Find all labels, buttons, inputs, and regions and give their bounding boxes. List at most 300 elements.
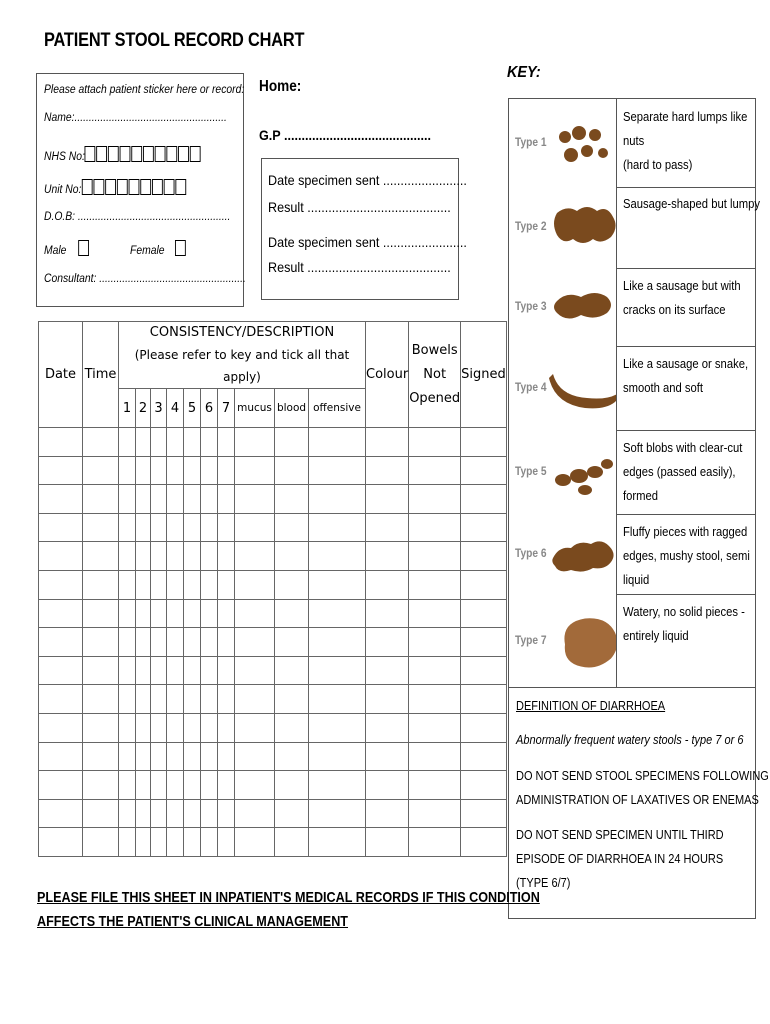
record-cell[interactable] bbox=[39, 685, 83, 714]
record-cell[interactable] bbox=[218, 456, 235, 485]
female-checkbox[interactable] bbox=[175, 240, 186, 256]
record-cell[interactable] bbox=[461, 570, 507, 599]
record-cell[interactable] bbox=[151, 628, 167, 657]
record-row bbox=[39, 828, 507, 857]
not-label: Not bbox=[423, 366, 447, 382]
warning-third-episode-2: EPISODE OF DIARRHOEA IN 24 HOURS bbox=[516, 852, 724, 866]
record-cell[interactable] bbox=[275, 628, 309, 657]
record-cell[interactable] bbox=[309, 599, 366, 628]
warning-third-episode-1: DO NOT SEND SPECIMEN UNTIL THIRD bbox=[516, 828, 724, 842]
stool-type-description bbox=[623, 600, 749, 648]
bowels-not-opened-header bbox=[409, 322, 461, 428]
record-cell[interactable] bbox=[461, 742, 507, 771]
record-cell[interactable] bbox=[366, 570, 409, 599]
filing-instruction bbox=[37, 886, 540, 934]
record-cell[interactable] bbox=[136, 542, 151, 571]
record-cell[interactable] bbox=[309, 828, 366, 857]
record-cell[interactable] bbox=[461, 656, 507, 685]
record-cell[interactable] bbox=[218, 570, 235, 599]
record-cell[interactable] bbox=[409, 713, 461, 742]
record-cell[interactable] bbox=[461, 713, 507, 742]
description-line: Like a sausage but with bbox=[623, 279, 741, 293]
record-cell[interactable] bbox=[83, 456, 119, 485]
male-option[interactable] bbox=[44, 240, 90, 257]
record-cell[interactable] bbox=[184, 799, 201, 828]
type-6-header: 6 bbox=[201, 389, 218, 428]
record-cell[interactable] bbox=[235, 656, 275, 685]
female-option[interactable] bbox=[130, 240, 186, 257]
record-cell[interactable] bbox=[136, 599, 151, 628]
record-cell[interactable] bbox=[218, 685, 235, 714]
record-cell[interactable] bbox=[151, 685, 167, 714]
specimen-result-1[interactable]: Result ......................................... bbox=[268, 199, 451, 215]
record-cell[interactable] bbox=[275, 456, 309, 485]
record-cell[interactable] bbox=[39, 456, 83, 485]
record-cell[interactable] bbox=[136, 628, 151, 657]
record-cell[interactable] bbox=[201, 828, 218, 857]
record-cell[interactable] bbox=[39, 485, 83, 514]
stool-type-description bbox=[623, 274, 749, 322]
record-cell[interactable] bbox=[119, 771, 136, 800]
record-cell[interactable] bbox=[136, 771, 151, 800]
record-cell[interactable] bbox=[235, 599, 275, 628]
record-cell[interactable] bbox=[39, 713, 83, 742]
record-cell[interactable] bbox=[151, 713, 167, 742]
record-cell[interactable] bbox=[83, 485, 119, 514]
record-cell[interactable] bbox=[184, 713, 201, 742]
record-cell[interactable] bbox=[83, 570, 119, 599]
record-cell[interactable] bbox=[151, 485, 167, 514]
record-cell[interactable] bbox=[309, 570, 366, 599]
record-cell[interactable] bbox=[119, 570, 136, 599]
record-row bbox=[39, 542, 507, 571]
record-cell[interactable] bbox=[39, 628, 83, 657]
record-cell[interactable] bbox=[309, 513, 366, 542]
record-cell[interactable] bbox=[184, 513, 201, 542]
record-table bbox=[38, 321, 507, 857]
record-cell[interactable] bbox=[201, 656, 218, 685]
record-cell[interactable] bbox=[83, 656, 119, 685]
gp-field[interactable] bbox=[259, 127, 431, 143]
record-cell[interactable] bbox=[136, 742, 151, 771]
record-cell[interactable] bbox=[461, 599, 507, 628]
record-cell[interactable] bbox=[136, 456, 151, 485]
record-cell[interactable] bbox=[39, 542, 83, 571]
record-cell[interactable] bbox=[119, 428, 136, 457]
record-cell[interactable] bbox=[309, 742, 366, 771]
record-cell[interactable] bbox=[119, 542, 136, 571]
record-cell[interactable] bbox=[184, 428, 201, 457]
record-cell[interactable] bbox=[409, 628, 461, 657]
record-cell[interactable] bbox=[235, 799, 275, 828]
record-cell[interactable] bbox=[409, 828, 461, 857]
record-cell[interactable] bbox=[83, 685, 119, 714]
record-cell[interactable] bbox=[136, 656, 151, 685]
record-cell[interactable] bbox=[201, 485, 218, 514]
record-cell[interactable] bbox=[275, 485, 309, 514]
record-cell[interactable] bbox=[119, 513, 136, 542]
description-line: formed bbox=[623, 489, 659, 503]
record-cell[interactable] bbox=[83, 713, 119, 742]
male-label: Male bbox=[44, 245, 67, 257]
record-cell[interactable] bbox=[409, 656, 461, 685]
record-cell[interactable] bbox=[309, 799, 366, 828]
record-cell[interactable] bbox=[39, 570, 83, 599]
record-cell[interactable] bbox=[461, 685, 507, 714]
record-cell[interactable] bbox=[167, 628, 184, 657]
record-cell[interactable] bbox=[366, 428, 409, 457]
key-item-type-5 bbox=[508, 430, 756, 515]
record-cell[interactable] bbox=[119, 828, 136, 857]
stool-type-label: Type 3 bbox=[515, 299, 547, 313]
record-cell[interactable] bbox=[136, 485, 151, 514]
record-row bbox=[39, 771, 507, 800]
record-cell[interactable] bbox=[119, 656, 136, 685]
record-cell[interactable] bbox=[275, 599, 309, 628]
record-cell[interactable] bbox=[201, 628, 218, 657]
record-cell[interactable] bbox=[184, 456, 201, 485]
record-cell[interactable] bbox=[218, 542, 235, 571]
record-cell[interactable] bbox=[83, 771, 119, 800]
record-cell[interactable] bbox=[119, 799, 136, 828]
record-cell[interactable] bbox=[83, 828, 119, 857]
date-header: Date bbox=[39, 322, 83, 428]
record-cell[interactable] bbox=[151, 599, 167, 628]
record-cell[interactable] bbox=[309, 713, 366, 742]
record-cell[interactable] bbox=[409, 428, 461, 457]
key-item-type-3 bbox=[508, 268, 756, 347]
record-cell[interactable] bbox=[119, 742, 136, 771]
record-cell[interactable] bbox=[218, 799, 235, 828]
record-cell[interactable] bbox=[461, 485, 507, 514]
record-cell[interactable] bbox=[83, 542, 119, 571]
record-cell[interactable] bbox=[366, 685, 409, 714]
record-cell[interactable] bbox=[409, 799, 461, 828]
record-cell[interactable] bbox=[119, 456, 136, 485]
record-cell[interactable] bbox=[167, 713, 184, 742]
record-cell[interactable] bbox=[119, 628, 136, 657]
record-cell[interactable] bbox=[39, 799, 83, 828]
record-cell[interactable] bbox=[184, 542, 201, 571]
record-cell[interactable] bbox=[235, 542, 275, 571]
record-cell[interactable] bbox=[167, 599, 184, 628]
record-cell[interactable] bbox=[309, 771, 366, 800]
record-cell[interactable] bbox=[366, 742, 409, 771]
record-cell[interactable] bbox=[309, 456, 366, 485]
description-line: smooth and soft bbox=[623, 381, 704, 395]
record-cell[interactable] bbox=[119, 685, 136, 714]
record-cell[interactable] bbox=[151, 771, 167, 800]
record-cell[interactable] bbox=[136, 799, 151, 828]
gp-text: G.P .......................................... bbox=[259, 127, 432, 143]
record-cell[interactable] bbox=[235, 628, 275, 657]
record-cell[interactable] bbox=[39, 513, 83, 542]
unit-number-field[interactable] bbox=[44, 179, 187, 196]
stool-type-label: Type 5 bbox=[515, 464, 547, 478]
record-cell[interactable] bbox=[167, 428, 184, 457]
record-cell[interactable] bbox=[309, 656, 366, 685]
record-cell[interactable] bbox=[461, 799, 507, 828]
record-cell[interactable] bbox=[151, 570, 167, 599]
record-cell[interactable] bbox=[409, 599, 461, 628]
description-line: Soft blobs with clear-cut bbox=[623, 441, 743, 455]
record-cell[interactable] bbox=[184, 828, 201, 857]
record-row bbox=[39, 599, 507, 628]
record-cell[interactable] bbox=[136, 428, 151, 457]
record-cell[interactable] bbox=[201, 513, 218, 542]
record-cell[interactable] bbox=[201, 570, 218, 599]
record-cell[interactable] bbox=[136, 713, 151, 742]
filing-line-2: AFFECTS THE PATIENT'S CLINICAL MANAGEMENT bbox=[37, 913, 348, 930]
description-line: Fluffy pieces with ragged bbox=[623, 525, 748, 539]
record-cell[interactable] bbox=[201, 742, 218, 771]
record-cell[interactable] bbox=[39, 828, 83, 857]
record-cell[interactable] bbox=[275, 742, 309, 771]
record-cell[interactable] bbox=[218, 713, 235, 742]
record-cell[interactable] bbox=[201, 685, 218, 714]
stool-type-6-illustration bbox=[509, 514, 617, 594]
record-cell[interactable] bbox=[167, 828, 184, 857]
description-line: edges, mushy stool, semi bbox=[623, 549, 750, 563]
sticker-caption: Please attach patient sticker here or record: bbox=[44, 84, 245, 96]
record-cell[interactable] bbox=[201, 771, 218, 800]
stool-type-description bbox=[623, 192, 760, 216]
record-cell[interactable] bbox=[167, 570, 184, 599]
signed-header: Signed bbox=[461, 322, 507, 428]
stool-type-4-illustration bbox=[509, 346, 617, 430]
record-cell[interactable] bbox=[235, 828, 275, 857]
record-cell[interactable] bbox=[275, 685, 309, 714]
record-cell[interactable] bbox=[83, 628, 119, 657]
record-cell[interactable] bbox=[409, 485, 461, 514]
record-cell[interactable] bbox=[461, 513, 507, 542]
description-line: liquid bbox=[623, 573, 650, 587]
record-cell[interactable] bbox=[39, 428, 83, 457]
record-cell[interactable] bbox=[275, 799, 309, 828]
record-cell[interactable] bbox=[235, 570, 275, 599]
filing-line-1: PLEASE FILE THIS SHEET IN INPATIENT'S MEDICAL RECORDS IF THIS CONDITION bbox=[37, 889, 540, 906]
consistency-subtitle: (Please refer to key and tick all that apply) bbox=[134, 348, 350, 384]
record-cell[interactable] bbox=[218, 513, 235, 542]
record-cell[interactable] bbox=[309, 685, 366, 714]
name-field[interactable]: Name:..................................................... bbox=[44, 112, 227, 124]
stool-type-label: Type 7 bbox=[515, 632, 547, 647]
record-cell[interactable] bbox=[119, 713, 136, 742]
description-line: Sausage-shaped but lumpy bbox=[623, 197, 760, 211]
record-cell[interactable] bbox=[235, 713, 275, 742]
record-row bbox=[39, 685, 507, 714]
record-cell[interactable] bbox=[461, 828, 507, 857]
record-cell[interactable] bbox=[218, 656, 235, 685]
record-cell[interactable] bbox=[409, 513, 461, 542]
record-cell[interactable] bbox=[151, 513, 167, 542]
stool-type-label: Type 2 bbox=[515, 219, 547, 233]
record-cell[interactable] bbox=[409, 742, 461, 771]
record-cell[interactable] bbox=[218, 599, 235, 628]
record-cell[interactable] bbox=[218, 628, 235, 657]
page-title: PATIENT STOOL RECORD CHART bbox=[44, 30, 305, 51]
consultant-field[interactable]: Consultant: ................................................... bbox=[44, 273, 246, 285]
type-7-header: 7 bbox=[218, 389, 235, 428]
stool-type-description bbox=[623, 520, 749, 592]
description-line: cracks on its surface bbox=[623, 303, 726, 317]
specimen-sent-2[interactable]: Date specimen sent ........................ bbox=[268, 234, 467, 250]
record-cell[interactable] bbox=[136, 513, 151, 542]
record-cell[interactable] bbox=[201, 428, 218, 457]
record-cell[interactable] bbox=[151, 656, 167, 685]
specimen-sent-1[interactable]: Date specimen sent ........................ bbox=[268, 172, 467, 188]
record-cell[interactable] bbox=[235, 742, 275, 771]
stool-type-3-illustration bbox=[509, 268, 617, 346]
record-cell[interactable] bbox=[83, 742, 119, 771]
record-cell[interactable] bbox=[83, 799, 119, 828]
record-cell[interactable] bbox=[409, 542, 461, 571]
record-cell[interactable] bbox=[151, 742, 167, 771]
record-cell[interactable] bbox=[151, 799, 167, 828]
record-cell[interactable] bbox=[275, 771, 309, 800]
record-cell[interactable] bbox=[167, 685, 184, 714]
record-cell[interactable] bbox=[201, 542, 218, 571]
key-item-type-4 bbox=[508, 346, 756, 431]
record-cell[interactable] bbox=[461, 456, 507, 485]
record-cell[interactable] bbox=[39, 656, 83, 685]
record-cell[interactable] bbox=[184, 656, 201, 685]
record-cell[interactable] bbox=[461, 428, 507, 457]
record-cell[interactable] bbox=[184, 742, 201, 771]
record-cell[interactable] bbox=[275, 428, 309, 457]
record-cell[interactable] bbox=[366, 456, 409, 485]
record-cell[interactable] bbox=[309, 542, 366, 571]
record-cell[interactable] bbox=[275, 542, 309, 571]
record-cell[interactable] bbox=[235, 685, 275, 714]
record-cell[interactable] bbox=[409, 685, 461, 714]
record-cell[interactable] bbox=[366, 828, 409, 857]
record-cell[interactable] bbox=[83, 599, 119, 628]
record-cell[interactable] bbox=[275, 570, 309, 599]
record-cell[interactable] bbox=[366, 628, 409, 657]
record-cell[interactable] bbox=[235, 485, 275, 514]
record-cell[interactable] bbox=[275, 513, 309, 542]
record-cell[interactable] bbox=[409, 771, 461, 800]
record-cell[interactable] bbox=[151, 828, 167, 857]
stool-type-label: Type 6 bbox=[515, 546, 547, 560]
record-cell[interactable] bbox=[167, 799, 184, 828]
record-cell[interactable] bbox=[83, 428, 119, 457]
record-cell[interactable] bbox=[235, 428, 275, 457]
record-cell[interactable] bbox=[366, 771, 409, 800]
record-cell[interactable] bbox=[119, 599, 136, 628]
record-cell[interactable] bbox=[366, 799, 409, 828]
record-cell[interactable] bbox=[184, 685, 201, 714]
record-cell[interactable] bbox=[184, 485, 201, 514]
record-cell[interactable] bbox=[201, 713, 218, 742]
record-cell[interactable] bbox=[275, 828, 309, 857]
record-cell[interactable] bbox=[275, 713, 309, 742]
record-cell[interactable] bbox=[167, 771, 184, 800]
record-cell[interactable] bbox=[136, 685, 151, 714]
record-cell[interactable] bbox=[461, 628, 507, 657]
record-cell[interactable] bbox=[275, 656, 309, 685]
key-item-type-2 bbox=[508, 186, 760, 269]
record-cell[interactable] bbox=[309, 628, 366, 657]
bowels-label: Bowels bbox=[411, 342, 458, 358]
record-cell[interactable] bbox=[167, 742, 184, 771]
record-cell[interactable] bbox=[218, 771, 235, 800]
record-cell[interactable] bbox=[167, 656, 184, 685]
specimen-result-2[interactable]: Result ......................................... bbox=[268, 259, 451, 275]
record-cell[interactable] bbox=[184, 599, 201, 628]
record-cell[interactable] bbox=[184, 628, 201, 657]
record-cell[interactable] bbox=[218, 428, 235, 457]
record-cell[interactable] bbox=[39, 742, 83, 771]
record-cell[interactable] bbox=[366, 599, 409, 628]
record-cell[interactable] bbox=[151, 542, 167, 571]
record-cell[interactable] bbox=[218, 742, 235, 771]
record-row bbox=[39, 570, 507, 599]
record-cell[interactable] bbox=[136, 828, 151, 857]
record-cell[interactable] bbox=[136, 570, 151, 599]
nhs-number-field[interactable] bbox=[44, 146, 202, 163]
record-cell[interactable] bbox=[235, 456, 275, 485]
type-1-header: 1 bbox=[119, 389, 136, 428]
record-cell[interactable] bbox=[184, 771, 201, 800]
record-cell[interactable] bbox=[184, 570, 201, 599]
male-checkbox[interactable] bbox=[78, 240, 89, 256]
record-cell[interactable] bbox=[167, 513, 184, 542]
record-cell[interactable] bbox=[39, 771, 83, 800]
record-cell[interactable] bbox=[201, 456, 218, 485]
female-label: Female bbox=[130, 245, 165, 257]
record-cell[interactable] bbox=[83, 513, 119, 542]
record-cell[interactable] bbox=[461, 771, 507, 800]
record-cell[interactable] bbox=[167, 542, 184, 571]
record-cell[interactable] bbox=[366, 485, 409, 514]
stool-type-description bbox=[623, 352, 749, 400]
record-row bbox=[39, 713, 507, 742]
record-cell[interactable] bbox=[167, 485, 184, 514]
record-cell[interactable] bbox=[119, 485, 136, 514]
record-row bbox=[39, 428, 507, 457]
stool-type-1-illustration bbox=[509, 99, 617, 187]
description-line: Separate hard lumps like bbox=[623, 110, 748, 124]
record-cell[interactable] bbox=[366, 656, 409, 685]
record-cell[interactable] bbox=[366, 542, 409, 571]
record-cell[interactable] bbox=[235, 513, 275, 542]
record-cell[interactable] bbox=[39, 599, 83, 628]
record-cell[interactable] bbox=[151, 428, 167, 457]
record-cell[interactable] bbox=[309, 428, 366, 457]
record-cell[interactable] bbox=[201, 599, 218, 628]
record-cell[interactable] bbox=[309, 485, 366, 514]
dob-field[interactable]: D.O.B: ..................................................... bbox=[44, 211, 231, 223]
record-cell[interactable] bbox=[235, 771, 275, 800]
record-cell[interactable] bbox=[366, 713, 409, 742]
record-cell[interactable] bbox=[461, 542, 507, 571]
record-cell[interactable] bbox=[409, 570, 461, 599]
record-cell[interactable] bbox=[366, 513, 409, 542]
stool-type-description bbox=[623, 436, 749, 508]
description-line: Watery, no solid pieces - bbox=[623, 605, 745, 619]
record-cell[interactable] bbox=[409, 456, 461, 485]
record-cell[interactable] bbox=[151, 456, 167, 485]
record-cell[interactable] bbox=[218, 485, 235, 514]
definition-text: Abnormally frequent watery stools - type 7 or 6 bbox=[516, 733, 744, 747]
record-cell[interactable] bbox=[201, 799, 218, 828]
colour-header: Colour bbox=[366, 322, 409, 428]
record-cell[interactable] bbox=[167, 456, 184, 485]
description-line: edges (passed easily), bbox=[623, 465, 736, 479]
record-cell[interactable] bbox=[218, 828, 235, 857]
